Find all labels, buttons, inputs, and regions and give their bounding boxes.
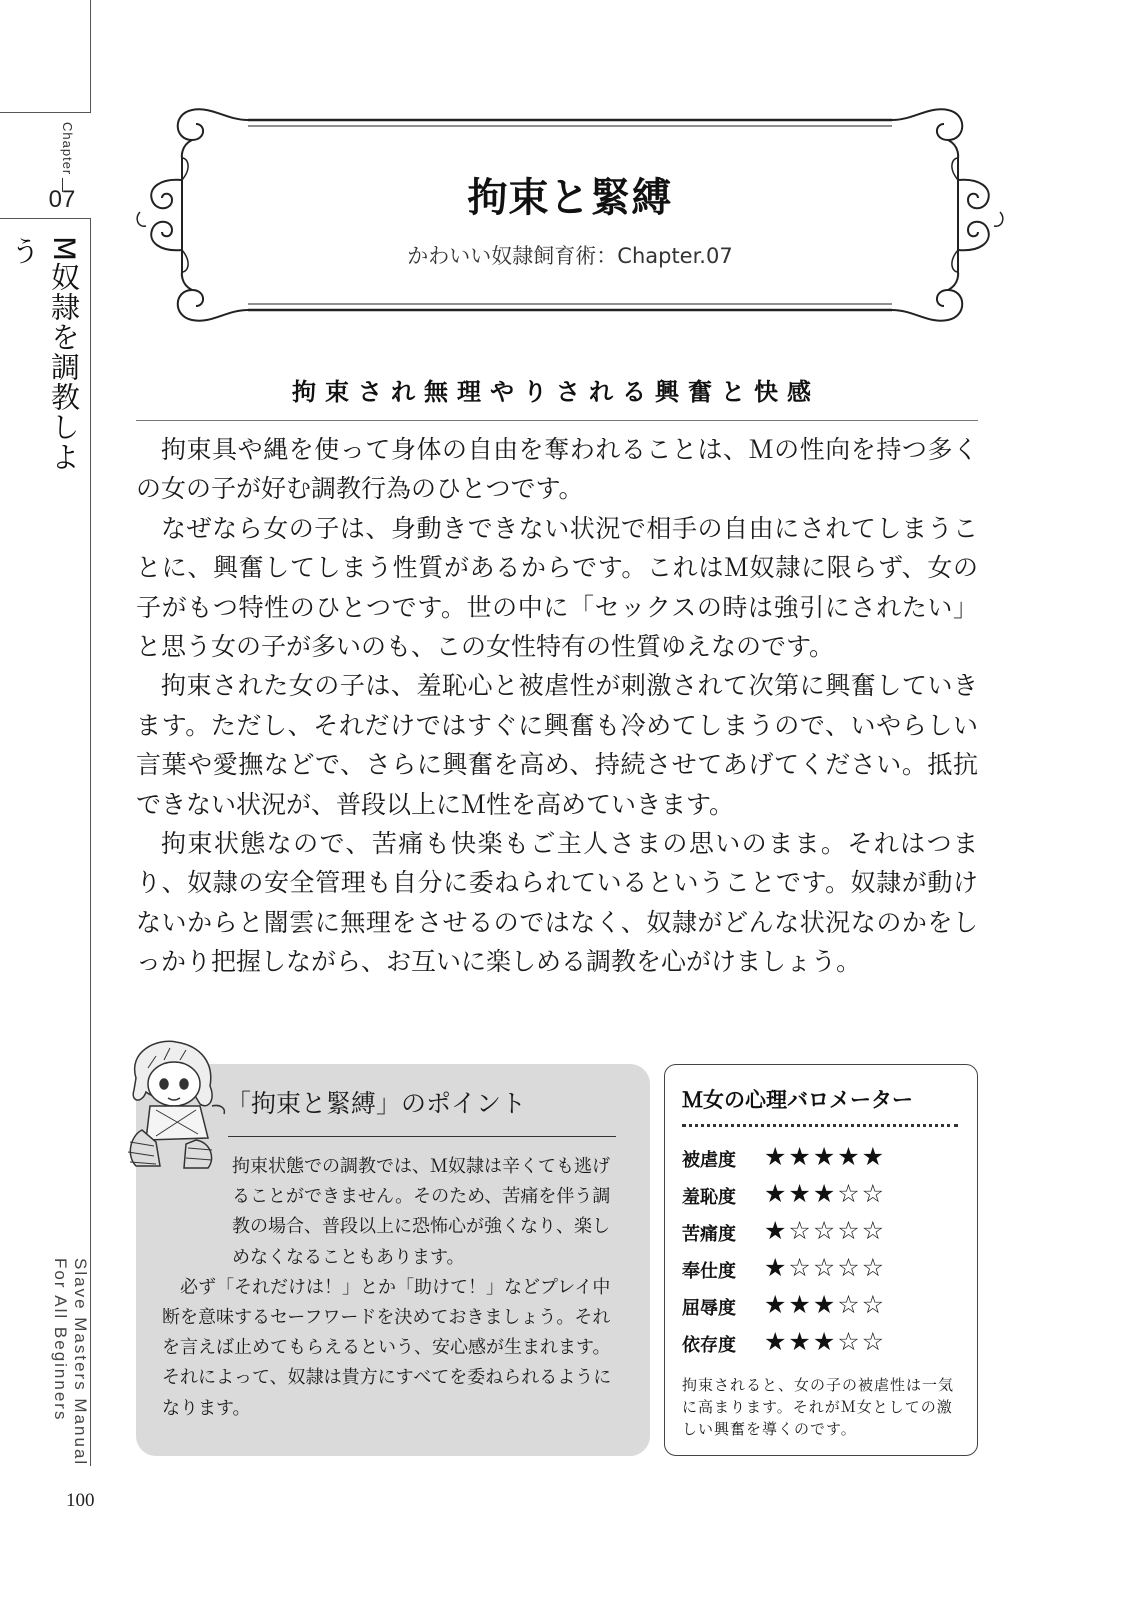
section-rule (136, 420, 978, 421)
barometer-row (682, 1142, 962, 1178)
barometer-label: 羞恥度 (682, 1187, 736, 1208)
star-rating: ★★★★★ (764, 1142, 887, 1171)
barometer-row (682, 1327, 962, 1363)
point-box-rule (228, 1136, 616, 1137)
point-paragraph: 拘束状態での調教では、Ｍ奴隷は辛くても逃げることができません。そのため、苦痛を伴う調教の場合、普段以上に恐怖心が強くなり、楽しめなくなることもあります。 (232, 1156, 611, 1268)
chapter-number: 07 (48, 186, 76, 213)
page-number: 100 (66, 1490, 95, 1511)
barometer-title: Ｍ女の心理バロメーター (682, 1088, 913, 1112)
barometer-row (682, 1216, 962, 1252)
barometer-label: 屈辱度 (682, 1298, 736, 1319)
barometer-label: 奉仕度 (682, 1261, 736, 1282)
margin-divider-bottom (0, 218, 91, 219)
body-paragraph: 拘束具や縄を使って身体の自由を奪われることは、Ｍの性向を持つ多くの女の子が好む調教行為のひとつです。 (136, 435, 978, 504)
body-paragraph: なぜなら女の子は、身動きできない状況で相手の自由にされてしまうことに、興奮してしまう性質があるからです。これはＭ奴隷に限らず、女の子がもつ特性のひとつです。世の中に「セックスの時は強引にされたい」と思う女の子が多いのも、この女性特有の性質ゆえなのです。 (136, 513, 978, 662)
body-paragraph: 拘束された女の子は、羞恥心と被虐性が刺激されて次第に興奮していきます。ただし、それだけではすぐに興奮も冷めてしまうので、いやらしい言葉や愛撫などで、さらに興奮を高め、持続させてあげてください。抵抗できない状況が、普段以上にＭ性を高めていきます。 (136, 671, 978, 819)
chapter-subtitle: かわいい奴隷飼育術：Chapter.07 (407, 244, 733, 268)
section-heading: 拘束され無理やりされる興奮と快感 (292, 378, 820, 406)
chapter-title: 拘束と緊縛 (467, 175, 673, 221)
star-rating: ★☆☆☆☆ (764, 1253, 887, 1282)
margin-rule-main (90, 218, 91, 1466)
running-english-title: Slave Masters Manual For All Beginners (51, 1258, 90, 1467)
point-box-text (162, 1152, 618, 1424)
barometer-label: 被虐度 (682, 1150, 736, 1171)
running-title: M奴隷を調教しよう (7, 236, 81, 473)
barometer-row (682, 1290, 962, 1326)
barometer-label: 依存度 (682, 1335, 736, 1356)
star-rating: ★☆☆☆☆ (764, 1216, 887, 1245)
point-paragraph: 必ず「それだけは！」とか「助けて！」などプレイ中断を意味するセーフワードを決めておきましょう。それを言えば止めてもらえるという、安心感が生まれます。それによって、奴隷は貴方にすべてを委ねられるようになります。 (162, 1276, 612, 1419)
star-rating: ★★★☆☆ (764, 1179, 887, 1208)
barometer-label: 苦痛度 (682, 1224, 736, 1245)
barometer-row (682, 1179, 962, 1215)
point-box-title: 「拘束と緊縛」のポイント (226, 1089, 527, 1118)
star-rating: ★★★☆☆ (764, 1290, 887, 1319)
barometer-note: 拘束されると、女の子の被虐性は一気に高まります。それがＭ女としての激しい興奮を導くのです。 (682, 1376, 955, 1438)
body-paragraph: 拘束状態なので、苦痛も快楽もご主人さまの思いのまま。それはつまり、奴隷の安全管理も自分に委ねられているということです。奴隷が動けないからと闇雲に無理をさせるのではなく、奴隷がどんな状況なのかをしっかり把握しながら、お互いに楽しめる調教を心がけましょう。 (136, 829, 978, 977)
star-rating: ★★★☆☆ (764, 1327, 887, 1356)
body-text (136, 430, 978, 982)
margin-divider-top (0, 112, 91, 113)
chapter-label: Chapter (60, 122, 75, 176)
margin-rule-top (90, 0, 91, 112)
barometer-dotted-rule (682, 1124, 958, 1127)
barometer-row (682, 1253, 962, 1289)
